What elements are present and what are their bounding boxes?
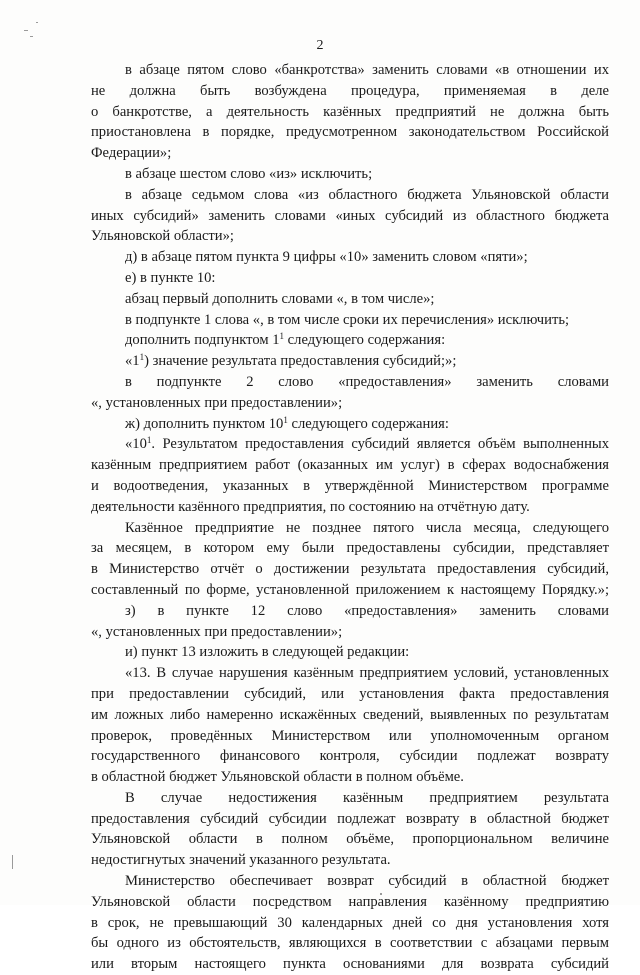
text-line-content: е) в пункте 10: — [125, 269, 216, 286]
text-line — [91, 850, 609, 871]
text-line-content: в Министерство отчёт о достижении результата предоставления субсидий, — [91, 561, 609, 578]
text-line-content: дополнить подпунктом 1 — [125, 332, 280, 349]
text-line — [91, 310, 609, 331]
scan-mark — [24, 30, 28, 31]
text-line-tail: . Результатом предоставления субсидий является объём выполненных — [151, 436, 609, 453]
document-body — [91, 60, 609, 975]
superscript: 1 — [279, 331, 285, 342]
text-line — [91, 289, 609, 310]
text-line-content: составленный по форме, установленной приложением к настоящему Порядку.»; — [91, 581, 609, 598]
text-line-content: за месяцем, в котором ему были предоставлены субсидии, представляет — [91, 540, 609, 557]
text-line-content: «10 — [125, 436, 147, 453]
text-line — [91, 330, 609, 351]
text-line — [91, 726, 609, 747]
text-line-content: ж) дополнить пунктом 10 — [125, 415, 284, 432]
text-line — [91, 497, 609, 518]
superscript: 1 — [146, 435, 152, 446]
text-line — [91, 746, 609, 767]
text-line-content: проверок, проведённых Министерством или уполномоченным органом — [91, 727, 609, 744]
text-line-tail: ) значение результата предоставления субсидий;»; — [144, 353, 457, 370]
text-line-content: абзац первый дополнить словами «, в том числе»; — [125, 290, 435, 307]
text-line — [91, 622, 609, 643]
text-line — [91, 871, 609, 892]
text-line-content: в срок, не превышающий 30 календарных дней со дня установления хотя — [91, 914, 609, 931]
text-line-content: В случае недостижения казённым предприятием результата — [125, 789, 609, 806]
text-line-content: «13. В случае нарушения казённым предприятием условий, установленных — [125, 665, 609, 682]
text-line-content: Министерство обеспечивает возврат субсидий в областной бюджет — [125, 873, 609, 890]
text-line — [91, 892, 609, 913]
text-line-content: не должна быть возбуждена процедура, применяемая в деле — [91, 82, 609, 99]
scan-mark — [30, 36, 33, 37]
text-line-tail: следующего содержания: — [284, 332, 446, 349]
text-line-content: приостановлена в порядке, предусмотренном законодательством Российской — [91, 124, 609, 141]
text-line — [91, 684, 609, 705]
text-line — [91, 185, 609, 206]
text-line-content: при предоставлении субсидий, или установления факта предоставления — [91, 685, 609, 702]
scan-mark — [36, 22, 38, 23]
text-line — [91, 60, 609, 81]
text-line — [91, 788, 609, 809]
text-line — [91, 143, 609, 164]
text-line — [91, 705, 609, 726]
text-line-content: или вторым настоящего пункта основаниями для возврата субсидий — [91, 956, 609, 973]
superscript: 1 — [139, 352, 145, 363]
text-line-content: «, установленных при предоставлении»; — [91, 623, 343, 640]
text-line — [91, 913, 609, 934]
text-line — [91, 102, 609, 123]
scan-mark — [12, 855, 13, 869]
text-line-content: государственного финансового контроля, субсидии подлежат возврату — [91, 748, 609, 765]
text-line — [91, 829, 609, 850]
text-line — [91, 580, 609, 601]
text-line — [91, 476, 609, 497]
text-line — [91, 642, 609, 663]
text-line — [91, 434, 609, 455]
text-line-content: «1 — [125, 353, 140, 370]
text-line-content: в абзаце шестом слово «из» исключить; — [125, 165, 373, 182]
text-line-content: бы одного из обстоятельств, являющихся в соответствии с абзацами первым — [91, 935, 609, 952]
text-line — [91, 601, 609, 622]
text-line-content: Ульяновской области в полном объёме, пропорциональном величине — [91, 831, 609, 848]
text-line — [91, 351, 609, 372]
text-line — [91, 226, 609, 247]
text-line — [91, 518, 609, 539]
text-line-content: Ульяновской области»; — [91, 228, 234, 245]
text-line — [91, 372, 609, 393]
text-line — [91, 122, 609, 143]
text-line-content: иных субсидий» заменить словами «иных субсидий из областного бюджета — [91, 207, 609, 224]
text-line-content: Федерации»; — [91, 145, 172, 162]
text-line-content: и) пункт 13 изложить в следующей редакции: — [125, 644, 410, 661]
superscript: 1 — [283, 414, 288, 425]
text-line-content: Казённое предприятие не позднее пятого числа месяца, следующего — [125, 519, 609, 536]
text-line — [91, 81, 609, 102]
text-line — [91, 767, 609, 788]
text-line-content: недостигнутых значений указанного результата. — [91, 852, 391, 869]
text-line-content: в подпункте 2 слово «предоставления» заменить словами — [125, 373, 609, 390]
page-number: 2 — [316, 38, 324, 53]
text-line-content: им ложных либо намеренно искажённых сведений, выявленных по результатам — [91, 706, 609, 723]
text-line-content: деятельности казённого предприятия, по состоянию на отчётную дату. — [91, 498, 530, 515]
text-line-content: предоставления субсидий субсидии подлежат возврату в областной бюджет — [91, 810, 609, 827]
text-line — [91, 414, 609, 435]
text-line — [91, 206, 609, 227]
text-line-content: в абзаце седьмом слова «из областного бюджета Ульяновской области — [125, 186, 609, 203]
text-line — [91, 247, 609, 268]
text-line-content: казённым предприятием работ (оказанных им услуг) в сферах водоснабжения — [91, 457, 609, 474]
text-line — [91, 663, 609, 684]
text-line-content: в областной бюджет Ульяновской области в полном объёме. — [91, 769, 464, 786]
text-line — [91, 268, 609, 289]
text-line-content: о банкротстве, а деятельность казённых предприятий не должна быть — [91, 103, 609, 120]
text-line — [91, 559, 609, 580]
text-line — [91, 954, 609, 975]
text-line — [91, 933, 609, 954]
text-line-content: «, установленных при предоставлении»; — [91, 394, 343, 411]
text-line-content: з) в пункте 12 слово «предоставления» заменить словами — [125, 602, 609, 619]
text-line — [91, 538, 609, 559]
text-line — [91, 809, 609, 830]
text-line — [91, 393, 609, 414]
text-line-content: в подпункте 1 слова «, в том числе сроки их перечисления» исключить; — [125, 311, 570, 328]
text-line — [91, 164, 609, 185]
text-line — [91, 455, 609, 476]
text-line-content: д) в абзаце пятом пункта 9 цифры «10» заменить словом «пяти»; — [125, 249, 528, 266]
text-line-content: и водоотведения, указанных в утверждённой Министерством программе — [91, 477, 609, 494]
text-line-content: Ульяновской области посредством направления казённому предприятию — [91, 893, 609, 910]
text-line-tail: следующего содержания: — [287, 415, 449, 432]
text-line-content: в абзаце пятом слово «банкротства» заменить словами «в отношении их — [125, 62, 609, 78]
